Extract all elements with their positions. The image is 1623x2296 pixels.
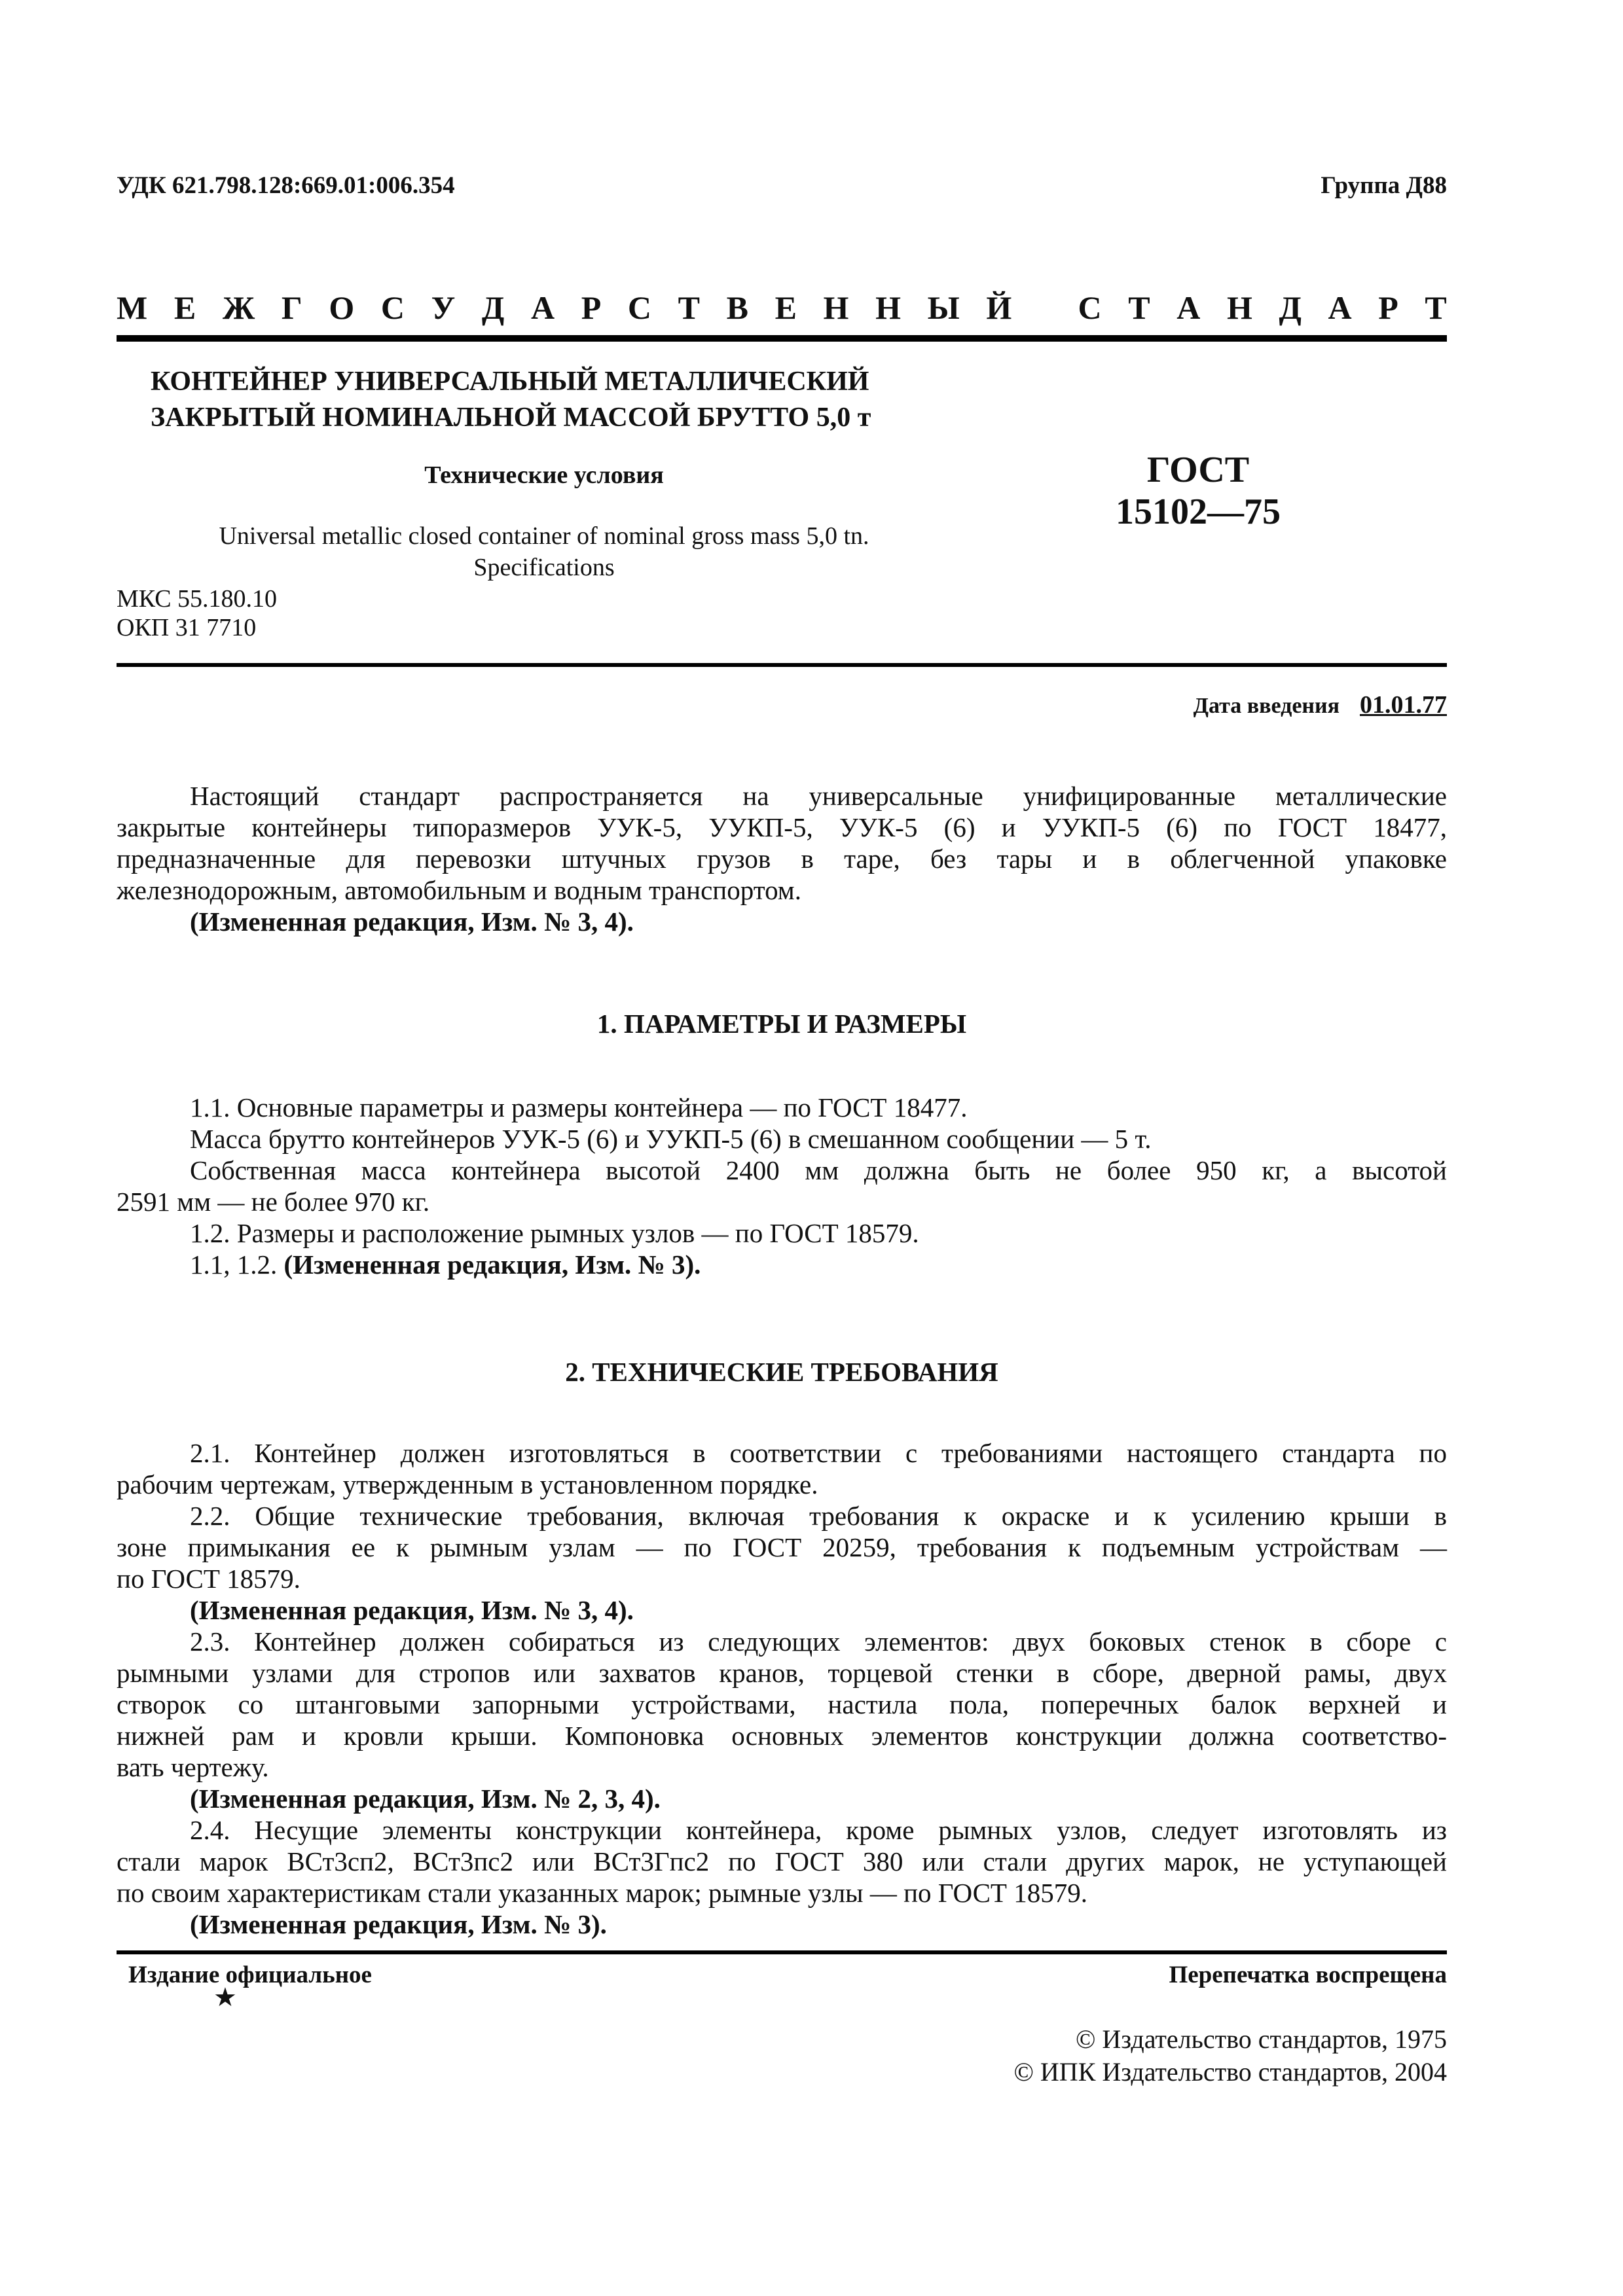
text-line: зоне примыкания ее к рымным узлам — по ГОСТ 20259, требования к подъемным устройствам — xyxy=(117,1532,1447,1562)
text-line: закрытые контейнеры типоразмеров УУК-5, УУКП-5, УУК-5 (6) и УУКП-5 (6) по ГОСТ 18477, xyxy=(117,812,1447,842)
letter: Т xyxy=(1128,289,1150,326)
amendment-note xyxy=(117,1249,1447,1280)
letter: Т xyxy=(678,289,700,326)
introduction-date xyxy=(1194,691,1447,719)
text-line: Масса брутто контейнеров УУК-5 (6) и УУКП-5 (6) в смешанном сообщении — 5 т. xyxy=(190,1124,1152,1154)
amendment-note: (Измененная редакция, Изм. № 3, 4). xyxy=(190,1595,634,1625)
gost-number: 15102—75 xyxy=(1116,492,1281,532)
text-line: 2.2. Общие технические требования, включая требования к окраске и к усилению крыши в xyxy=(190,1501,1447,1531)
letter: Д xyxy=(481,289,505,326)
english-title-line-1: Universal metallic closed container of nominal gross mass 5,0 tn. xyxy=(219,522,869,550)
text-line: 1.2. Размеры и расположение рымных узлов — по ГОСТ 18579. xyxy=(190,1218,919,1248)
section-1-heading: 1. ПАРАМЕТРЫ И РАЗМЕРЫ xyxy=(596,1009,967,1039)
official-edition: Издание официальное xyxy=(128,1962,372,1988)
letter: Г xyxy=(281,289,302,326)
text-line: вать чертежу. xyxy=(117,1752,269,1782)
letter: М xyxy=(117,289,148,326)
star-icon: ★ xyxy=(213,1982,237,2012)
amendment-text: (Измененная редакция, Изм. № 3). xyxy=(283,1249,701,1280)
section-1-body xyxy=(117,1092,1447,1280)
introduction-date-label: Дата введения xyxy=(1193,694,1340,718)
text-line: 2.4. Несущие элементы конструкции контейнера, кроме рымных узлов, следует изготовлять из xyxy=(190,1815,1447,1845)
text-line: Собственная масса контейнера высотой 2400 мм должна быть не более 950 кг, а высотой xyxy=(190,1155,1447,1185)
mks-code: МКС 55.180.10 xyxy=(117,585,278,613)
letter: Ы xyxy=(927,289,960,326)
gost-label: ГОСТ xyxy=(1146,450,1250,490)
letter: Н xyxy=(875,289,901,326)
letter: А xyxy=(1176,289,1201,326)
intro-paragraph xyxy=(117,780,1447,937)
okp-code: ОКП 31 7710 xyxy=(117,614,257,641)
text-line: рымными узлами для стропов или захватов кранов, торцевой стенки в сборе, дверной рамы, двух xyxy=(117,1658,1447,1688)
text-line: створок со штанговыми запорными устройствами, настила пола, поперечных балок верхней и xyxy=(117,1689,1447,1719)
text-line: предназначенные для перевозки штучных грузов в таре, без тары и в облегченной упаковке xyxy=(117,844,1447,874)
interstate-standard-banner xyxy=(117,288,1447,327)
text-line: 2.3. Контейнер должен собираться из следующих элементов: двух боковых стенок в сборе с xyxy=(190,1626,1447,1657)
text-line: по своим характеристикам стали указанных марок; рымные узлы — по ГОСТ 18579. xyxy=(117,1878,1087,1908)
title-rule xyxy=(117,663,1447,667)
text-line: стали марок ВСт3сп2, ВСт3пс2 или ВСт3Гпс2 по ГОСТ 380 или стали других марок, не уступающей xyxy=(117,1846,1447,1876)
group-code: Группа Д88 xyxy=(1321,172,1447,199)
letter: С xyxy=(627,289,651,326)
letter: Е xyxy=(173,289,196,326)
text-line: Настоящий стандарт распространяется на универсальные унифицированные металлические xyxy=(190,781,1447,811)
footer-rule xyxy=(117,1950,1447,1954)
section-2-heading: 2. ТЕХНИЧЕСКИЕ ТРЕБОВАНИЯ xyxy=(565,1357,998,1387)
letter: С xyxy=(380,289,405,326)
introduction-date-value: 01.01.77 xyxy=(1360,691,1447,719)
letter: С xyxy=(1078,289,1102,326)
letter: Й xyxy=(986,289,1012,326)
copyright-2004: © ИПК Издательство стандартов, 2004 xyxy=(1013,2057,1447,2087)
text-line: нижней рам и кровли крыши. Компоновка основных элементов конструкции должна соответство- xyxy=(117,1721,1447,1751)
letter: А xyxy=(1328,289,1352,326)
amendment-note: (Измененная редакция, Изм. № 3, 4). xyxy=(190,906,634,937)
text-line: 1.1. Основные параметры и размеры контейнера — по ГОСТ 18477. xyxy=(190,1092,968,1122)
subtitle: Технические условия xyxy=(424,461,664,489)
letter: Р xyxy=(581,289,602,326)
udc-code: УДК 621.798.128:669.01:006.354 xyxy=(117,172,455,199)
letter: Н xyxy=(823,289,849,326)
letter: О xyxy=(329,289,355,326)
amendment-prefix: 1.1, 1.2. xyxy=(190,1249,284,1280)
letter: А xyxy=(530,289,555,326)
letter: Ж xyxy=(222,289,255,326)
title-line-2: ЗАКРЫТЫЙ НОМИНАЛЬНОЙ МАССОЙ БРУТТО 5,0 т xyxy=(151,403,871,433)
english-title-line-2: Specifications xyxy=(473,554,615,581)
letter: У xyxy=(431,289,456,326)
text-line: рабочим чертежам, утвержденным в установленном порядке. xyxy=(117,1469,818,1499)
amendment-note: (Измененная редакция, Изм. № 3). xyxy=(190,1909,607,1939)
letter: Р xyxy=(1378,289,1398,326)
reprint-prohibited: Перепечатка воспрещена xyxy=(1169,1962,1447,1988)
banner-rule xyxy=(117,335,1447,342)
letter: Е xyxy=(775,289,797,326)
text-line: 2.1. Контейнер должен изготовляться в соответствии с требованиями настоящего стандарта по xyxy=(190,1438,1447,1468)
title-line-1: КОНТЕЙНЕР УНИВЕРСАЛЬНЫЙ МЕТАЛЛИЧЕСКИЙ xyxy=(151,367,869,397)
text-line: железнодорожным, автомобильным и водным транспортом. xyxy=(117,875,802,905)
letter: Н xyxy=(1226,289,1252,326)
copyright-1975: © Издательство стандартов, 1975 xyxy=(1075,2024,1447,2054)
text-line: по ГОСТ 18579. xyxy=(117,1564,301,1594)
letter: Т xyxy=(1425,289,1447,326)
amendment-note: (Измененная редакция, Изм. № 2, 3, 4). xyxy=(190,1784,661,1814)
section-2-body xyxy=(117,1437,1447,1940)
text-line: 2591 мм — не более 970 кг. xyxy=(117,1187,430,1217)
letter: В xyxy=(726,289,748,326)
letter: Д xyxy=(1279,289,1302,326)
